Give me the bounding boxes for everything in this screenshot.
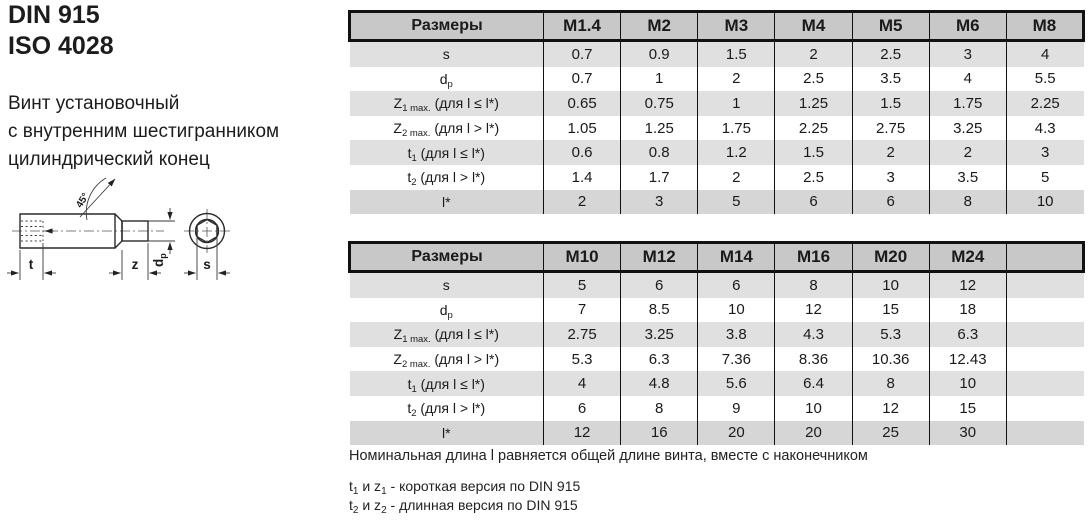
dim-label-z: z [131, 257, 139, 272]
table-cell: 2.75 [544, 322, 621, 347]
table-cell: 3.5 [852, 67, 929, 92]
table-cell: 1.75 [698, 116, 775, 141]
table-cell: 18 [929, 298, 1006, 323]
table-cell: 16 [621, 421, 698, 446]
table-cell: 4 [929, 67, 1006, 92]
table-cell [1006, 396, 1083, 421]
table-cell: 1.75 [929, 91, 1006, 116]
table-cell: 2.75 [852, 116, 929, 141]
table-cell: 6 [775, 190, 852, 215]
dimension-table-m10-m24 [348, 241, 1085, 445]
table-header-row [350, 12, 1084, 41]
table-cell [1006, 298, 1083, 323]
table-cell: 10 [698, 298, 775, 323]
row-label: s [442, 277, 450, 294]
table-cell: 2 [852, 140, 929, 165]
table-cell: 0.7 [544, 41, 621, 67]
column-header-sizes: Размеры [350, 243, 544, 272]
row-label: $t_2$ (для l > l*) [407, 169, 486, 189]
table-cell: 4 [1006, 41, 1083, 67]
row-label: l* [441, 193, 451, 210]
table-cell: 2.5 [775, 67, 852, 92]
column-header-size: M8 [1006, 12, 1083, 41]
table-cell: 0.75 [621, 91, 698, 116]
table-cell: 5 [1006, 165, 1083, 190]
table-cell: 1.4 [544, 165, 621, 190]
table-row [350, 421, 1084, 446]
column-header-size: M4 [775, 12, 852, 41]
row-label: $Z_{2 max.}$ (для l > l*) [393, 351, 500, 371]
table-cell: 1.5 [698, 41, 775, 67]
table-cell: 6.4 [775, 371, 852, 396]
table-cell: 8 [929, 190, 1006, 215]
table-cell: 0.9 [621, 41, 698, 67]
row-label: $d_p$ [439, 301, 453, 321]
table-cell: 5 [698, 190, 775, 215]
table-row [350, 190, 1084, 215]
table-cell: 3.5 [929, 165, 1006, 190]
table-cell: 2.25 [1006, 91, 1083, 116]
column-header-size: M2 [621, 12, 698, 41]
table-cell: 1.25 [775, 91, 852, 116]
table-cell: 2 [544, 190, 621, 215]
table-cell: 6 [852, 190, 929, 215]
table-cell: 4.8 [621, 371, 698, 396]
column-header-size: M16 [775, 243, 852, 272]
row-label: $Z_{2 max.}$ (для l > l*) [393, 120, 500, 140]
table-cell [1006, 347, 1083, 372]
table-cell: 12 [544, 421, 621, 446]
table-cell: 3.25 [621, 322, 698, 347]
table-cell: 15 [929, 396, 1006, 421]
table-cell: 3 [852, 165, 929, 190]
table-cell: 3.25 [929, 116, 1006, 141]
row-label: $t_1$ (для l ≤ l*) [407, 144, 485, 164]
table-cell: 6 [698, 272, 775, 298]
table-cell: 4.3 [1006, 116, 1083, 141]
table-cell: 2.25 [775, 116, 852, 141]
table-cell [1006, 272, 1083, 298]
table-cell: 2.5 [852, 41, 929, 67]
column-header-size: M20 [852, 243, 929, 272]
column-header-size: M14 [698, 243, 775, 272]
table-row [350, 272, 1084, 298]
table-cell: 12 [775, 298, 852, 323]
note-nominal-length: Номинальная длина l равняется общей длине винта, вместе с наконечником [349, 448, 868, 464]
table-cell: 8.36 [775, 347, 852, 372]
standard-number-din: DIN 915 [8, 1, 100, 29]
column-header-size: M24 [929, 243, 1006, 272]
table-cell: 2 [698, 165, 775, 190]
product-description [8, 90, 279, 174]
note-long-version: $t_2$ и $z_2$ - длинная версия по DIN 915 [349, 497, 578, 516]
row-label: $Z_{1 max.}$ (для l ≤ l*) [393, 326, 499, 346]
description-line: с внутренним шестигранником [8, 121, 280, 142]
table-row [350, 116, 1084, 141]
table-cell: 1.5 [852, 91, 929, 116]
dim-label-s: s [203, 257, 211, 272]
dimensions-table [348, 10, 1085, 214]
row-label: $d_p$ [439, 70, 453, 90]
table-cell: 1 [621, 67, 698, 92]
dimensions-table [348, 241, 1085, 445]
table-cell: 1.05 [544, 116, 621, 141]
table-cell [1006, 322, 1083, 347]
table-cell: 10.36 [852, 347, 929, 372]
table-cell: 1.25 [621, 116, 698, 141]
dim-label-t: t [28, 257, 34, 272]
table-cell: 3 [621, 190, 698, 215]
table-cell: 6.3 [621, 347, 698, 372]
table-cell: 12 [852, 396, 929, 421]
table-cell: 2 [929, 140, 1006, 165]
table-cell: 2 [775, 41, 852, 67]
table-cell: 8.5 [621, 298, 698, 323]
row-label: $t_1$ (для l ≤ l*) [407, 375, 485, 395]
table-cell: 10 [1006, 190, 1083, 215]
description-line: цилиндрический конец [8, 149, 210, 170]
table-cell: 5 [544, 272, 621, 298]
table-cell: 2.5 [775, 165, 852, 190]
table-cell: 0.7 [544, 67, 621, 92]
column-header-size: M10 [544, 243, 621, 272]
table-cell: 12.43 [929, 347, 1006, 372]
table-cell: 4.3 [775, 322, 852, 347]
column-header-size: M12 [621, 243, 698, 272]
table-cell: 0.8 [621, 140, 698, 165]
table-cell: 6.3 [929, 322, 1006, 347]
table-cell: 25 [852, 421, 929, 446]
dim-label-dp: $d_p$ [151, 253, 168, 267]
column-header-size: M6 [929, 12, 1006, 41]
table-row [350, 298, 1084, 323]
table-row [350, 347, 1084, 372]
table-cell: 5.6 [698, 371, 775, 396]
table-cell: 3 [1006, 140, 1083, 165]
table-cell: 2 [698, 67, 775, 92]
table-cell: 10 [775, 396, 852, 421]
row-label: $t_2$ (для l > l*) [407, 400, 486, 420]
table-cell: 8 [852, 371, 929, 396]
table-row [350, 165, 1084, 190]
table-cell: 1.7 [621, 165, 698, 190]
table-cell: 1.5 [775, 140, 852, 165]
technical-drawing [2, 172, 252, 290]
table-row [350, 371, 1084, 396]
table-cell: 6 [621, 272, 698, 298]
table-cell: 9 [698, 396, 775, 421]
table-cell: 15 [852, 298, 929, 323]
standards-block [8, 0, 114, 62]
description-line: Винт установочный [8, 93, 180, 114]
angle-label: 45° [74, 191, 92, 211]
table-cell: 4 [544, 371, 621, 396]
column-header-size: M5 [852, 12, 929, 41]
table-cell: 8 [775, 272, 852, 298]
table-cell [1006, 371, 1083, 396]
note-short-version: $t_1$ и $z_1$ - короткая версия по DIN 915 [349, 478, 581, 497]
table-row [350, 322, 1084, 347]
table-cell: 8 [621, 396, 698, 421]
row-label: l* [441, 424, 451, 441]
table-cell: 6 [544, 396, 621, 421]
table-cell: 1.2 [698, 140, 775, 165]
table-cell: 12 [929, 272, 1006, 298]
table-cell: 7 [544, 298, 621, 323]
dimension-table-m1_4-m8 [348, 10, 1085, 214]
table-row [350, 67, 1084, 92]
table-header-row [350, 243, 1084, 272]
table-cell: 3 [929, 41, 1006, 67]
table-cell: 0.65 [544, 91, 621, 116]
table-cell: 30 [929, 421, 1006, 446]
column-header-sizes: Размеры [350, 12, 544, 41]
standard-number-iso: ISO 4028 [8, 32, 114, 60]
column-header-size: M1.4 [544, 12, 621, 41]
table-cell: 5.3 [852, 322, 929, 347]
table-cell: 1 [698, 91, 775, 116]
table-row [350, 41, 1084, 67]
table-cell: 10 [929, 371, 1006, 396]
table-cell: 5.5 [1006, 67, 1083, 92]
table-cell: 7.36 [698, 347, 775, 372]
table-cell [1006, 421, 1083, 446]
table-row [350, 91, 1084, 116]
table-cell: 20 [775, 421, 852, 446]
table-cell: 3.8 [698, 322, 775, 347]
table-cell: 10 [852, 272, 929, 298]
table-row [350, 140, 1084, 165]
row-label: s [442, 46, 450, 63]
column-header-empty [1006, 243, 1083, 272]
table-row [350, 396, 1084, 421]
column-header-size: M3 [698, 12, 775, 41]
table-cell: 0.6 [544, 140, 621, 165]
table-cell: 20 [698, 421, 775, 446]
table-cell: 5.3 [544, 347, 621, 372]
row-label: $Z_{1 max.}$ (для l ≤ l*) [393, 95, 499, 115]
